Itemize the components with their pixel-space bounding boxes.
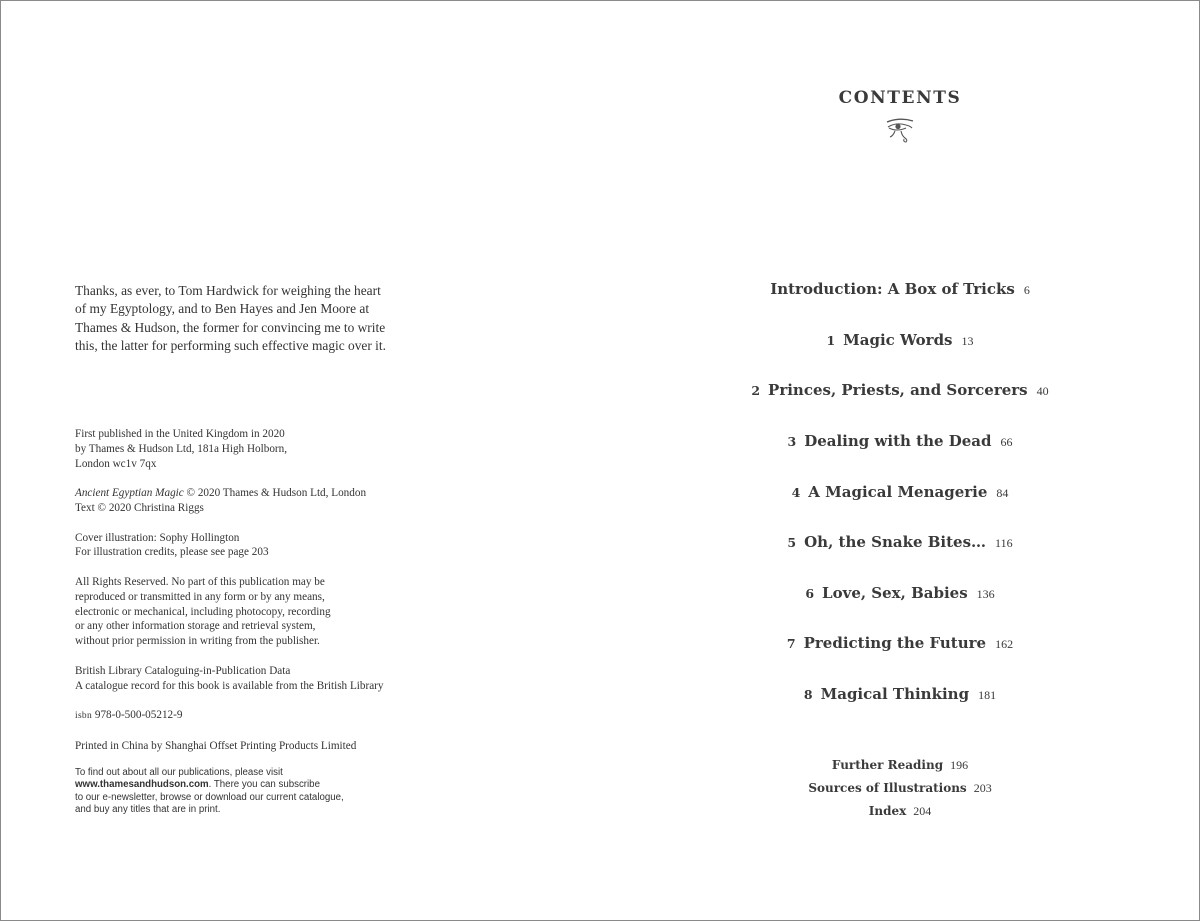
toc-entry-title: A Magical Menagerie <box>808 483 988 501</box>
toc-entry-page: 13 <box>961 334 974 348</box>
imprint-line: First published in the United Kingdom in 2020 <box>75 428 285 440</box>
isbn-value: 978-0-500-05212-9 <box>92 709 183 722</box>
toc-entry-chapter-3[interactable] <box>600 432 1200 451</box>
publications-line-rest: . There you can subscribe <box>208 779 320 791</box>
toc-entry-title: Introduction: A Box of Tricks <box>770 280 1015 298</box>
toc-entry-number: 1 <box>826 333 836 348</box>
illustration-credits-note: For illustration credits, please see page 203 <box>75 546 269 559</box>
toc-entry-page: 136 <box>976 587 995 601</box>
toc-entry-page: 162 <box>995 637 1014 651</box>
cover-illustration-credit: Cover illustration: Sophy Hollington <box>75 531 240 544</box>
toc-index[interactable] <box>600 802 1200 820</box>
toc-entry-introduction[interactable] <box>600 280 1200 299</box>
toc-entry-page: 66 <box>1000 435 1013 449</box>
toc-entry-page: 196 <box>950 758 969 772</box>
website-link[interactable]: www.thamesandhudson.com <box>75 779 209 791</box>
toc-entry-number: 7 <box>786 636 796 651</box>
publications-line: and buy any titles that are in print. <box>75 804 221 816</box>
rights-line: or any other information storage and retrieval system, <box>75 620 316 633</box>
toc-entry-title: Magic Words <box>843 331 953 349</box>
cataloguing-block <box>75 664 435 694</box>
eye-of-horus-icon <box>884 116 916 144</box>
toc-entry-title: Princes, Priests, and Sorcerers <box>768 381 1028 399</box>
cataloguing-line: British Library Cataloguing-in-Publication Data <box>75 664 291 677</box>
toc-entry-number: 8 <box>803 687 813 702</box>
toc-sources-of-illustrations[interactable] <box>600 779 1200 797</box>
credits-block <box>75 531 435 561</box>
acknowledgements-line: Thanks, as ever, to Tom Hardwick for weighing the heart <box>75 283 381 298</box>
rights-line: reproduced or transmitted in any form or by any means, <box>75 590 325 603</box>
toc-entry-title: Oh, the Snake Bites… <box>804 533 987 551</box>
text-copyright: Text © 2020 Christina Riggs <box>75 501 204 514</box>
contents-heading: CONTENTS <box>838 88 962 108</box>
toc-entry-page: 6 <box>1023 283 1030 297</box>
toc-entry-title: Index <box>868 804 907 818</box>
toc-entry-chapter-2[interactable] <box>600 381 1200 400</box>
toc-entry-number: 2 <box>751 383 761 398</box>
toc-entry-page: 181 <box>978 688 997 702</box>
copyright-line <box>75 486 435 501</box>
publications-line <box>75 779 435 792</box>
toc-entry-chapter-8[interactable] <box>600 685 1200 704</box>
imprint-line: by Thames & Hudson Ltd, 181a High Holborn, <box>75 442 288 455</box>
isbn <box>75 708 435 724</box>
toc-entry-chapter-6[interactable] <box>600 584 1200 603</box>
acknowledgements-line: of my Egyptology, and to Ben Hayes and Jen Moore at <box>75 301 370 317</box>
toc-entry-title: Further Reading <box>831 758 944 772</box>
book-title: Ancient Egyptian Magic <box>75 487 184 500</box>
toc-entry-number: 6 <box>805 586 815 601</box>
publications-line: To find out about all our publications, please visit <box>75 766 283 778</box>
toc-entry-page: 116 <box>995 536 1013 550</box>
toc-entry-page: 204 <box>913 804 932 818</box>
acknowledgements-line: Thames & Hudson, the former for convincing me to write <box>75 319 386 335</box>
toc-entry-page: 84 <box>996 486 1009 500</box>
copyright-holder: © 2020 Thames & Hudson Ltd, London <box>183 487 367 500</box>
first-published-block <box>75 427 435 471</box>
toc-entry-chapter-7[interactable] <box>600 634 1200 653</box>
toc-entry-page: 203 <box>973 781 992 795</box>
toc-entry-chapter-1[interactable] <box>600 331 1200 350</box>
copyright-imprint <box>75 427 435 817</box>
isbn-label: isbn <box>75 711 93 722</box>
cataloguing-line: A catalogue record for this book is available from the British Library <box>75 679 384 692</box>
toc-entry-page: 40 <box>1036 384 1049 398</box>
acknowledgements-line: this, the latter for performing such effective magic over it. <box>75 337 386 353</box>
toc-entry-title: Sources of Illustrations <box>808 781 967 795</box>
toc-entry-number: 4 <box>791 485 801 500</box>
toc-entry-title: Magical Thinking <box>820 685 970 703</box>
copyright-block <box>75 486 435 516</box>
acknowledgements <box>75 282 435 355</box>
toc-entry-chapter-5[interactable] <box>600 533 1200 552</box>
publications-note <box>75 767 435 817</box>
toc-entry-title: Love, Sex, Babies <box>822 584 968 602</box>
toc-entry-chapter-4[interactable] <box>600 483 1200 502</box>
printed-in: Printed in China by Shanghai Offset Printing Products Limited <box>75 739 357 752</box>
toc-entry-title: Predicting the Future <box>803 634 987 652</box>
rights-block <box>75 575 435 649</box>
rights-line: All Rights Reserved. No part of this publication may be <box>75 575 325 588</box>
toc-entry-number: 5 <box>787 535 797 550</box>
rights-line: electronic or mechanical, including photocopy, recording <box>75 605 331 618</box>
toc-entry-number: 3 <box>787 434 797 449</box>
toc-entry-title: Dealing with the Dead <box>804 432 992 450</box>
publications-line: to our e-newsletter, browse or download our current catalogue, <box>75 791 344 803</box>
toc-further-reading[interactable] <box>600 756 1200 774</box>
imprint-line: London wc1v 7qx <box>75 457 157 470</box>
rights-line: without prior permission in writing from the publisher. <box>75 635 320 648</box>
